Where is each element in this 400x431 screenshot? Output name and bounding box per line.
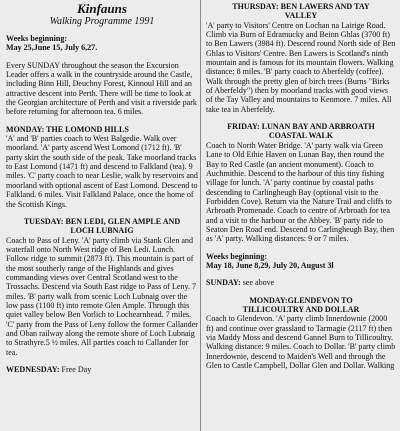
- monday-heading: MONDAY: THE LOMOND HILLS: [6, 124, 129, 134]
- column-divider: [200, 0, 201, 431]
- weeks-beginning-label: Weeks beginning:: [6, 34, 68, 43]
- page-title: Kinfauns: [77, 1, 127, 16]
- sunday-label: SUNDAY:: [206, 278, 241, 288]
- weeks-beginning-label-2: Weeks beginning:: [206, 251, 268, 261]
- left-column: [4, 0, 198, 374]
- monday-description: 'A' and 'B' parties coach to West Balgedie. Walk over moorland. 'A' party ascend West Lomond (1712 ft). 'B' party skirt the south side of the peak. Take moorland tracks to East Lomond (1471 ft) and descend to Falkland (tea). 9 miles. 'C' party coach to near Leslie, walk by reservoirs and moorland with optional ascent of East Lomond. Descend to Falkland. 6 miles. Visit Falkland Palace, once the home of the Scottish Kings.: [6, 134, 198, 209]
- tuesday-route: [6, 217, 198, 357]
- tuesday-heading-line1: TUESDAY: BEN LEDI, GLEN AMPLE AND: [23, 216, 181, 226]
- monday-glendevon-heading-line2: TILLICOULTRY AND DOLLAR: [242, 304, 360, 314]
- friday-heading-line1: FRIDAY: LUNAN BAY AND ARBROATH: [227, 122, 375, 132]
- thursday-description: 'A' party to Visitors' Centre on Lochan na Lairige Road. Climb via Burn of Edramucky and Beinn Ghlas (3700 ft) to Ben Lawers (3984 ft). Descend round North side of Ben Ghlas to Visitors' Centre. Ben Lawers is Scotland's ninth mountain and is famous for its mountain flowers. Walking distance: 8 miles. 'B' party coach to Aberfeldy (coffee). Walk through the pretty glen of birch trees (Burns "Birks of Aberfeldy") then by moorland tracks with good views of the Tay Valley and mountains to Kenmore. 7 miles. All take tea in Aberfeldy.: [206, 20, 396, 114]
- monday-route: [6, 125, 198, 209]
- weeks-beginning-dates: May 25,June 15, July 6,27.: [6, 43, 98, 53]
- sunday-text: see above: [242, 278, 275, 288]
- friday-description: Coach to North Water Bridge. 'A' party walk via Green Lane to Old Ethie Haven on Lunan Bay, then round the Bay to Red Castle (an ancient monument). Coach to Auchmithie. Descend to the harbour of this tiny fishing village for lunch. 'A' party continue by coastal paths descending to Carlingheugh Bay (optional visit to the Forbidden Cove). Return via the Nature Trail and cliffs to Arbroath Promenade. Coach to centre of Arbroath for tea and a visit to the harbour or the Abbey. 'B' party ride to Seaton Den Road end. Descend to Carlingheugh Bay, then as 'A' party. Walking distances: 9 or 7 miles.: [206, 140, 395, 244]
- wednesday-label: WEDNESDAY:: [6, 365, 60, 374]
- tuesday-heading-line2: LOCH LUBNAIG: [70, 226, 134, 236]
- friday-route: [206, 122, 396, 243]
- monday-glendevon-heading-line1: MONDAY:GLENDEVON TO: [249, 295, 353, 305]
- monday-glendevon-route: [206, 296, 396, 371]
- right-column: [206, 0, 400, 378]
- thursday-heading-line2: VALLEY: [284, 11, 318, 21]
- wednesday-text: Free Day: [61, 365, 92, 374]
- friday-heading-line2: COASTAL WALK: [268, 131, 334, 141]
- sunday-line: [206, 278, 396, 287]
- wednesday-line: [6, 365, 198, 374]
- thursday-route: [206, 2, 396, 114]
- thursday-heading-line1: THURSDAY: BEN LAWERS AND TAY: [232, 2, 370, 11]
- monday-glendevon-description: Coach to Glendevon. 'A' party climb Innerdownie (2000 ft) and continue over grassland to Tarmagie (2117 ft) then via Maddy Moss and descend Gannel Burn to Tillicoultry. Walking distance: 9 miles. Coach to Dollar. 'B' party climb Innerdownie, descend to Maiden's Well and through the Glen to Castle Campbell, Dollar Glen and Dollar. Walking: [206, 314, 396, 371]
- tuesday-description: Coach to Pass of Leny. 'A' party climb via Stank Glen and waterfall onto North West ridge of Ben Ledi. Lunch. Follow ridge to summit (2873 ft). This mountain is part of the most southerly range of the Highlands and gives commanding views over Central Scotland west to the Trossachs. Descend via South East ridge to Pass of Leny. 7 miles. 'B' party walk from scenic Loch Lubnaig over the low pass (1100 ft) into remote Glen Ample. Through this quiet valley below Ben Vorlich to Lochearnhead. 7 miles. 'C' party from the Pass of Leny follow the former Callander and Oban railway along the remote shore of Loch Lubnaig to Strathyre.5 ½ miles. All parties coach to Callander for tea.: [6, 235, 198, 357]
- page-subtitle: Walking Programme 1991: [49, 16, 155, 27]
- sunday-intro-paragraph: Every SUNDAY throughout the season the Excursion Leader offers a walk in the countryside around the Castle, including Binn Hill, Deuchny Forest, Kinnoul Hill and an attractive descent into Perth. There will be time to look at the Georgian architecture of Perth and visit a riverside park before returning for afternoon tea. 6 miles.: [6, 60, 197, 117]
- weeks-beginning-dates-2: May 18, June 8,29, July 20, August 3l: [206, 260, 334, 270]
